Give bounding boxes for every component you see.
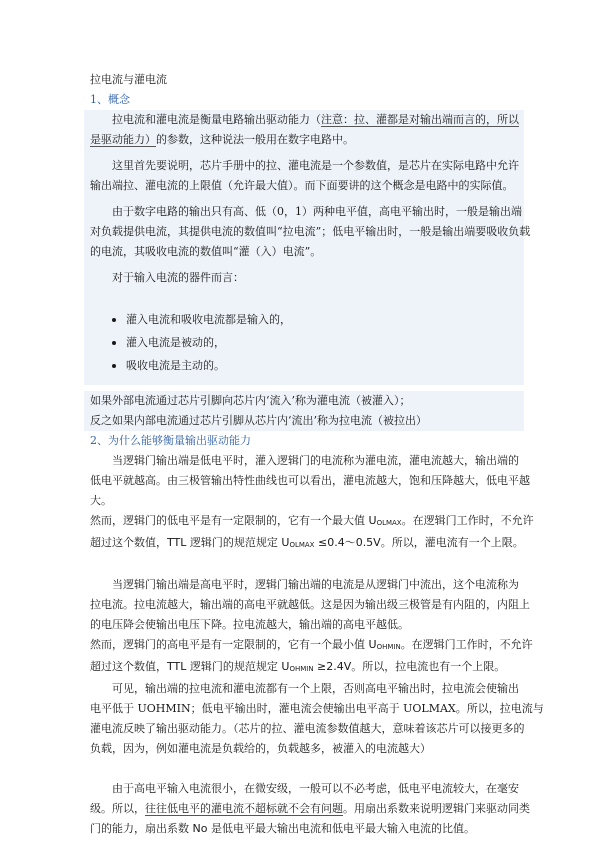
subscript: OLMAX: [289, 541, 315, 549]
paragraph-line: [90, 130, 518, 150]
paragraph-line: 当逻辑门输出端是低电平时，灌入逻辑门的电流称为灌电流，灌电流越大，输出端的: [112, 454, 519, 467]
paragraph-line: [90, 657, 518, 679]
paragraph-line: 可见，输出端的拉电流和灌电流都有一个上限，否则高电平输出时，拉电流会使输出: [112, 682, 519, 695]
text-span: 是低电平最大输出电流和低电平最大输入电流的比值。: [207, 822, 475, 835]
text-span: 拉电流和灌电流是衡量电路输出驱动能力（: [112, 113, 321, 126]
paragraph-line: 对负载提供电流，其提供电流的数值叫“拉电流”；低电平输出时，一般是输出端要吸收负载: [90, 225, 531, 238]
paragraph-line: 负载，因为，例如灌电流是负载给的，负载越多，被灌入的电流越大）: [90, 742, 431, 755]
text-span: 级。所以，: [90, 802, 145, 815]
paragraph-line: 的电压降会使输出电压下降。拉电流越大，输出端的高电平越低。: [90, 618, 409, 631]
ttl-label: TTL: [167, 660, 187, 673]
bullet-list: [84, 308, 524, 377]
paragraph-line: [90, 635, 533, 657]
text-span: 。在逻辑门工作时，不允许: [401, 514, 534, 527]
paragraph-line: [90, 110, 518, 130]
paragraph-line: 灌电流反映了输出驱动能力。（芯片的拉、灌电流参数值越大，意味着该芯片可以接更多的: [90, 722, 525, 735]
text-span: 然而，逻辑门的低电平是有一定限制的，它有一个最大值: [90, 514, 369, 527]
paragraph-line: 由于数字电路的输出只有高、低（0，1）两种电平值，高电平输出时，一般是输出端: [112, 205, 522, 218]
paragraph-line: [90, 511, 534, 533]
list-item: 灌入电流是被动的，: [90, 331, 518, 354]
subscript: OLMAX: [376, 519, 402, 527]
paragraph-line: 低电平就越高。由三极管输出特性曲线也可以看出，灌电流越大，饱和压降越大，低电平越: [90, 474, 530, 487]
text-span: 逻辑门的规范规定: [186, 660, 282, 673]
list-item: 吸收电流是主动的。: [90, 354, 518, 377]
text-span: 门的能力，扇出系数: [90, 822, 193, 835]
paragraph-line: 如果外部电流通过芯片引脚向芯片内‘流入’称为灌电流（被灌入）；: [90, 394, 411, 407]
text-span: 。所以，拉电流也有一个上限。: [351, 660, 506, 673]
text-span: 的参数，这种说法一般用在数字电路中。: [156, 133, 354, 146]
paragraph-line: 的电流，其吸收电流的数值叫“灌（入）电流”。: [90, 245, 322, 258]
paragraph-line: 大。: [90, 494, 112, 507]
fanout-symbol: No: [192, 822, 208, 835]
paragraph-line: 这里首先要说明，芯片手册中的拉、灌电流是一个参数值，是芯片在实际电路中允许: [112, 159, 519, 172]
list-item: 灌入电流和吸收电流都是输入的，: [90, 308, 518, 331]
ttl-label: TTL: [167, 536, 187, 549]
underlined-note: 是驱动能力）: [90, 133, 156, 146]
subscript: OHMIN: [289, 665, 314, 673]
text-span: 。用扇出系数来说明逻辑门来驱动同类: [343, 802, 530, 815]
text-span: 。在逻辑门工作时，不允许: [400, 638, 533, 651]
symbol-u: U: [368, 514, 377, 527]
section-heading-drive-capability: 2、为什么能够衡量输出驱动能力: [90, 434, 251, 447]
paragraph-line: 反之如果内部电流通过芯片引脚从芯片内‘流出’称为拉电流（被拉出）: [90, 414, 427, 427]
paragraph-line: 输出端拉、灌电流的上限值（允许最大值）。而下面要讲的这个概念是电路中的实际值。: [90, 179, 514, 192]
highlighted-block: [84, 391, 524, 431]
paragraph-line: [90, 819, 518, 839]
paragraph-line: 对于输入电流的器件而言：: [112, 271, 244, 284]
symbol-u: U: [281, 536, 290, 549]
underlined-note: 往往低电平的灌电流不超标就不会有问题: [145, 802, 343, 815]
text-span: 然而，逻辑门的高电平是有一定限制的，它有一个最小值: [90, 638, 369, 651]
paragraph-line: [90, 799, 530, 819]
voltage-value: ≥2.4V: [313, 660, 352, 673]
document-body: [90, 70, 544, 839]
paragraph-line: [90, 533, 524, 555]
text-span: 超过这个数值，: [90, 660, 167, 673]
symbol-u: U: [281, 660, 290, 673]
text-span: 逻辑门的规范规定: [186, 536, 282, 549]
text-span: 超过这个数值，: [90, 536, 167, 549]
paragraph-line: 由于高电平输入电流很小，在微安级，一般可以不必考虑，低电平电流较大，在毫安: [112, 782, 519, 795]
underlined-note: 注意：拉、灌都是对输出端而言的，所以: [321, 113, 519, 126]
voltage-value: ≤0.4～0.5V: [314, 536, 381, 549]
paragraph-line: 拉电流。拉电流越大，输出端的高电平就越低。这是因为输出级三极管是有内阻的，内阻上: [90, 598, 530, 611]
section-heading-concept: 1、概念: [90, 93, 130, 106]
symbol-u: U: [368, 638, 377, 651]
paragraph-line: 电平低于 UOHMIN；低电平输出时，灌电流会使输出电平高于 UOLMAX。所以，拉电流与: [90, 702, 544, 715]
paragraph-line: 当逻辑门输出端是高电平时，逻辑门输出端的电流是从逻辑门中流出，这个电流称为: [112, 578, 519, 591]
subscript: OHMIN: [376, 643, 401, 651]
highlighted-block: [84, 110, 531, 308]
document-title: 拉电流与灌电流: [90, 73, 167, 86]
text-span: 。所以，灌电流有一个上限。: [380, 536, 524, 549]
